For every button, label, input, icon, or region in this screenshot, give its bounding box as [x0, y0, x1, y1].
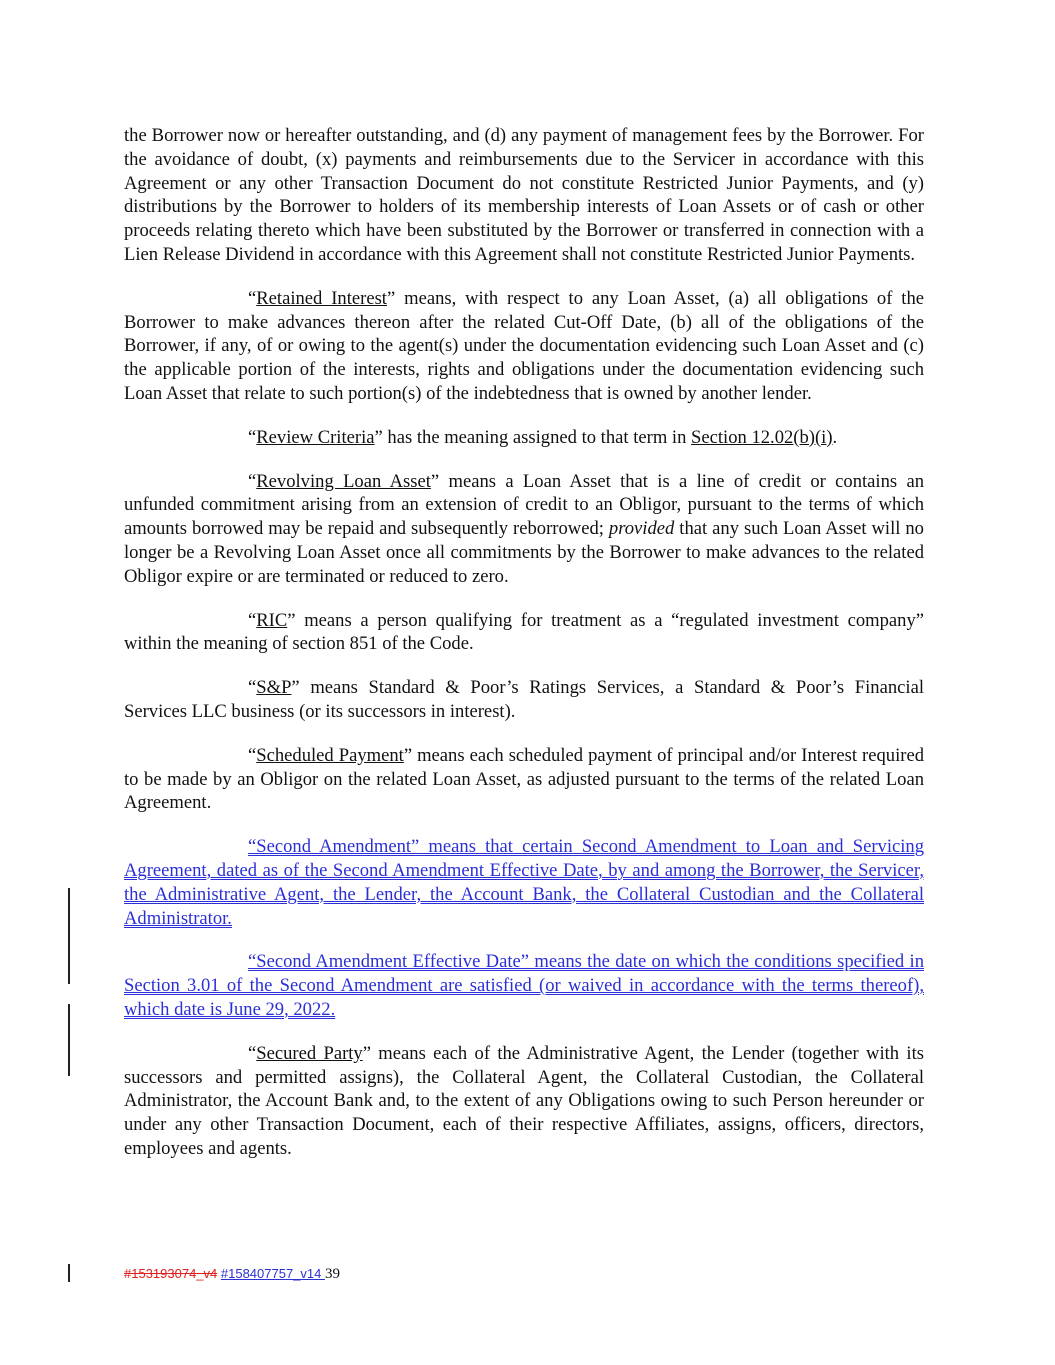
defined-term: Retained Interest	[256, 287, 387, 309]
defined-term: S&P	[256, 677, 292, 699]
defined-term: Review Criteria	[256, 426, 375, 448]
page-footer	[124, 1266, 340, 1283]
section-reference: Section 12.02(b)(i)	[691, 426, 833, 448]
document-page	[124, 124, 924, 1181]
paragraph-restricted-junior-payments-cont: the Borrower now or hereafter outstanding, and (d) any payment of management fees by the Borrower. For the avoidance of doubt, (x) payments and reimbursements due to the Servicer in accordance with this Agreement or any other Transaction Document do not constitute Restricted Junior Payments, and (y) distributions by the Borrower to holders of its membership interests of Loan Assets or of cash or other proceeds relating thereto which have been substituted by the Borrower or transferred in connection with a Lien Release Dividend in accordance with this Agreement shall not constitute Restricted Junior Payments.	[124, 125, 924, 265]
definition-review-criteria: “Review Criteria” has the meaning assigned to that term in Section 12.02(b)(i).	[248, 426, 838, 448]
page-number: 39	[325, 1266, 340, 1282]
change-bar	[68, 1264, 70, 1282]
defined-term: Secured Party	[256, 1042, 363, 1064]
change-bar	[68, 888, 70, 984]
definition-sp: “S&P” means Standard & Poor’s Ratings Services, a Standard & Poor’s Financial Services LLC business (or its successors in interest).	[124, 677, 924, 722]
defined-term: Scheduled Payment	[256, 744, 404, 766]
definition-second-amendment-inserted: “Second Amendment” means that certain Second Amendment to Loan and Servicing Agreement, dated as of the Second Amendment Effective Date, by and among the Borrower, the Servicer, the Administrative Agent, the Lender, the Account Bank, the Collateral Custodian and the Collateral Administrator.	[124, 836, 924, 929]
change-bar	[68, 1004, 70, 1076]
definition-retained-interest: “Retained Interest” means, with respect to any Loan Asset, (a) all obligations of the Borrower to make advances thereon after the related Cut-Off Date, (b) all of the obligations of the Borrower, if any, of or owing to the agent(s) under the documentation evidencing such Loan Asset and (c) the applicable portion of the interests, rights and obligations under the documentation evidencing such Loan Asset that relate to such portion(s) of the indebtedness that is owned by another lender.	[124, 287, 925, 404]
defined-term: Revolving Loan Asset	[256, 470, 431, 492]
definition-secured-party: “Secured Party” means each of the Administrative Agent, the Lender (together with its successors and permitted assigns), the Collateral Agent, the Collateral Custodian, the Collateral Administrator, the Account Bank and, to the extent of any Obligations owing to such Person hereunder or under any other Transaction Document, each of their respective Affiliates, assigns, officers, directors, employees and agents.	[124, 1042, 924, 1159]
inserted-doc-id: #158407757_v14	[220, 1266, 325, 1281]
defined-term: RIC	[256, 609, 288, 631]
definition-scheduled-payment: “Scheduled Payment” means each scheduled payment of principal and/or Interest required to be made by an Obligor on the related Loan Asset, as adjusted pursuant to the terms of the related Loan Agreement.	[124, 744, 924, 814]
definition-second-amendment-effective-date-inserted: “Second Amendment Effective Date” means the date on which the conditions specified in Section 3.01 of the Second Amendment are satisfied (or waived in accordance with the terms thereof), which date is June 29, 2022.	[124, 951, 924, 1020]
definition-ric: “RIC” means a person qualifying for treatment as a “regulated investment company” within the meaning of section 851 of the Code.	[124, 609, 924, 655]
definition-revolving-loan-asset: “Revolving Loan Asset” means a Loan Asset that is a line of credit or contains an unfunded commitment arising from an extension of credit to an Obligor, pursuant to the terms of which amounts borrowed may be repaid and subsequently reborrowed; provided that any such Loan Asset will no longer be a Revolving Loan Asset once all commitments by the Borrower to make advances to the related Obligor expire or are terminated or reduced to zero.	[124, 470, 924, 587]
deleted-doc-id: #153193074_v4	[124, 1266, 218, 1281]
